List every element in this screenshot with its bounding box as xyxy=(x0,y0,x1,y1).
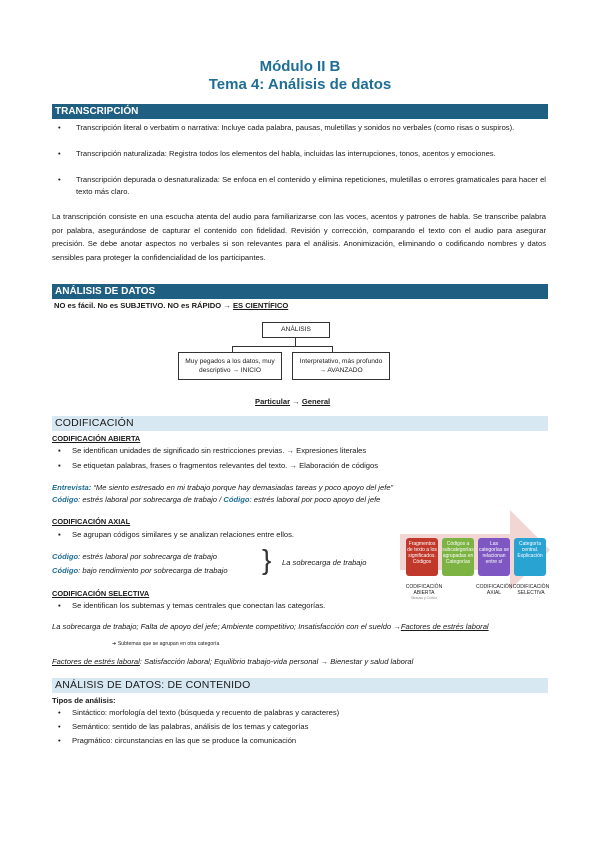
subheading-selectiva: CODIFICACIÓN SELECTIVA xyxy=(52,589,150,598)
bullet-pragmatico: • Pragmático: circunstancias en las que se produce la comunicación xyxy=(58,736,297,745)
step-selectiva-box: Categoría central. Explicación xyxy=(514,538,546,576)
tipos-analisis-intro: Tipos de análisis: xyxy=(52,696,116,705)
section-heading-contenido: ANÁLISIS DE DATOS: DE CONTENIDO xyxy=(52,678,548,693)
axial-codigo-2: Código: bajo rendimiento por sobrecarga de trabajo xyxy=(52,566,228,575)
label-selectiva: CODIFICACIÓN SELECTIVA xyxy=(512,584,550,596)
bullet-sintactico: • Sintáctico: morfología del texto (búsqueda y recuento de palabras y caracteres) xyxy=(58,708,340,717)
subheading-axial: CODIFICACIÓN AXIAL xyxy=(52,517,131,526)
selectiva-note: ➜ Subtemas que se agrupan en otra categoría xyxy=(112,641,220,647)
bullet-abierta-2: ▪ Se etiquetan palabras, frases o fragmentos relevantes del texto. → Elaboración de códigos xyxy=(58,461,379,470)
diagram-connector xyxy=(232,346,332,347)
codigo-example: Código: estrés laboral por sobrecarga de trabajo / Código: estrés laboral por poco apoyo del jefe xyxy=(52,495,381,504)
section-heading-transcripcion: TRANSCRIPCIÓN xyxy=(52,104,548,119)
bullet-axial: ▪ Se agrupan códigos similares y se analizan relaciones entre ellos. xyxy=(58,530,295,539)
bullet-abierta-1: ▪ Se identifican unidades de significado sin restricciones previas. → Expresiones literales xyxy=(58,446,367,455)
bullet-naturalizada: • Transcripción naturalizada: Registra todos los elementos del habla, incluidas las interrupciones, tonos, acentos y emociones. xyxy=(58,149,496,158)
label-abierta: CODIFICACIÓN ABIERTA xyxy=(405,584,443,596)
particular-general-line: Particular → General xyxy=(255,397,331,406)
bullet-depurada: • Transcripción depurada o desnaturalizada: Se enfoca en el contenido y elimina repeticiones, muletillas o errores gramaticales para hacer el texto más claro. xyxy=(58,175,546,196)
axial-codigo-1: Código: estrés laboral por sobrecarga de trabajo xyxy=(52,552,218,561)
diagram-connector xyxy=(295,338,296,346)
module-title: Módulo II B xyxy=(259,58,341,75)
brace-icon: } xyxy=(262,544,272,575)
step-subcategorias-box: Códigos a subcategorías agrupadas en Categorías xyxy=(442,538,474,576)
section-heading-codificacion: CODIFICACIÓN xyxy=(52,416,548,431)
step-axial-box: Las categorías se relacionan entre sí xyxy=(478,538,510,576)
bullet-selectiva: ▪ Se identifican los subtemas y temas centrales que conectan las categorías. xyxy=(58,601,326,610)
analisis-statement: NO es fácil. No es SUBJETIVO. NO es RÁPIDO → ES CIENTÍFICO xyxy=(54,301,289,310)
diagram-interpretativo-box: Interpretativo, más profundo → AVANZADO xyxy=(292,352,390,380)
entrevista-example: Entrevista: “Me siento estresado en mi trabajo porque hay demasiadas tareas y poco apoyo del jefe” xyxy=(52,483,394,492)
bullet-semantico: • Semántico: sentido de las palabras, análisis de los temas y categorías xyxy=(58,722,309,731)
transcripcion-paragraph: La transcripción consiste en una escucha atenta del audio para familiarizarse con las voces, acentos y patrones de habla. Se transcribe palabra por palabra, asegurándose de capturar el contenido con fidelidad. Revisión y corrección, comparando el texto con el audio para asegurar precisión. Se debe anotar aspectos no verbales si son relevantes para el análisis. Anonimización, eliminando o codificando nombres y datos sensibles para proteger la confidencialidad de los participantes. xyxy=(52,212,546,262)
arrow-icon: ➜ xyxy=(112,641,117,647)
bullet-literal: • Transcripción literal o verbatim o narrativa: Incluye cada palabra, pausas, muletillas y sonidos no verbales (como risas o suspiros). xyxy=(58,123,515,132)
diagram-descriptivo-box: Muy pegados a los datos, muy descriptivo → INICIO xyxy=(178,352,282,380)
label-axial: CODIFICACIÓN AXIAL xyxy=(476,584,513,596)
codificacion-process-graphic xyxy=(400,510,550,600)
selectiva-final: Factores de estrés laboral: Satisfacción laboral; Equilibrio trabajo-vida personal → Bienestar y salud laboral xyxy=(52,657,414,666)
subheading-abierta: CODIFICACIÓN ABIERTA xyxy=(52,434,141,443)
step-abierta-box: Fragmentos de texto a los significados. Códigos xyxy=(406,538,438,576)
selectiva-example: La sobrecarga de trabajo; Falta de apoyo del jefe; Ambiente competitivo; Insatisfacción con el sueldo →Factores de estrés laboral xyxy=(52,622,489,631)
graphic-caption: Strauss y Corbin xyxy=(411,596,437,600)
topic-title: Tema 4: Análisis de datos xyxy=(208,76,392,93)
diagram-analisis-box: ANÁLISIS xyxy=(262,322,330,338)
axial-brace-label: La sobrecarga de trabajo xyxy=(282,558,367,567)
section-heading-analisis: ANÁLISIS DE DATOS xyxy=(52,284,548,299)
